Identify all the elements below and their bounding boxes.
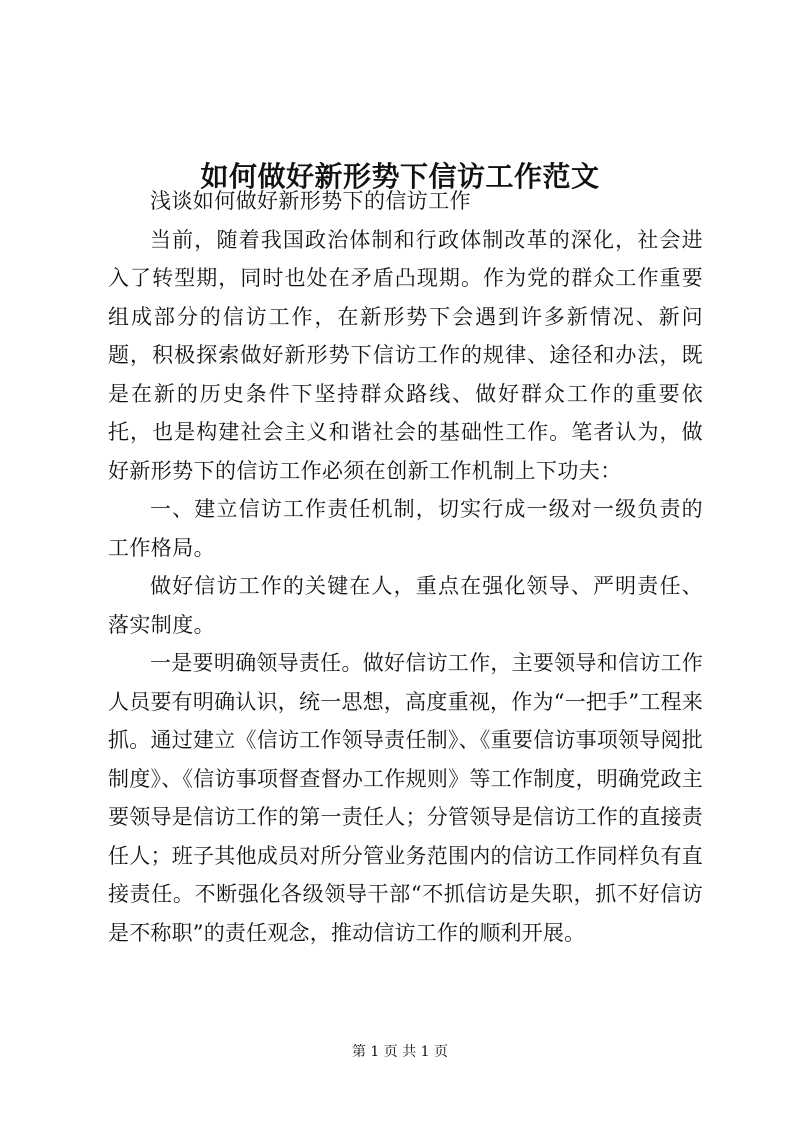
document-body bbox=[108, 182, 703, 952]
page-footer: 第 1 页 共 1 页 bbox=[351, 1044, 449, 1060]
document-title: 如何做好新形势下信访工作范文 bbox=[200, 159, 600, 193]
leadership-responsibility-paragraph: 一是要明确领导责任。做好信访工作，主要领导和信访工作人员要有明确认识，统一思想，高度重视，作为“一把手”工程来抓。通过建立《信访工作领导责任制》、《重要信访事项领导阅批制度》、《信访事项督查督办工作规则》等工作制度，明确党政主要领导是信访工作的第一责任人；分管领导是信访工作的直接责任人；班子其他成员对所分管业务范围内的信访工作同样负有直接责任。不断强化各级领导干部“不抓信访是失职，抓不好信访是不称职”的责任观念，推动信访工作的顺利开展。 bbox=[108, 651, 703, 945]
intro-paragraph: 当前，随着我国政治体制和行政体制改革的深化，社会进入了转型期，同时也处在矛盾凸现期。作为党的群众工作重要组成部分的信访工作，在新形势下会遇到许多新情况、新问题，积极探索做好新形势下信访工作的规律、途径和办法，既是在新的历史条件下坚持群众路线、做好群众工作的重要依托，也是构建社会主义和谐社会的基础性工作。笔者认为，做好新形势下的信访工作必须在创新工作机制上下功夫： bbox=[108, 227, 703, 483]
section-heading-paragraph: 一、建立信访工作责任机制，切实行成一级对一级负责的工作格局。 bbox=[108, 497, 703, 560]
subtitle-paragraph: 浅谈如何做好新形势下的信访工作 bbox=[150, 189, 471, 213]
key-point-paragraph: 做好信访工作的关键在人，重点在强化领导、严明责任、落实制度。 bbox=[108, 574, 703, 637]
